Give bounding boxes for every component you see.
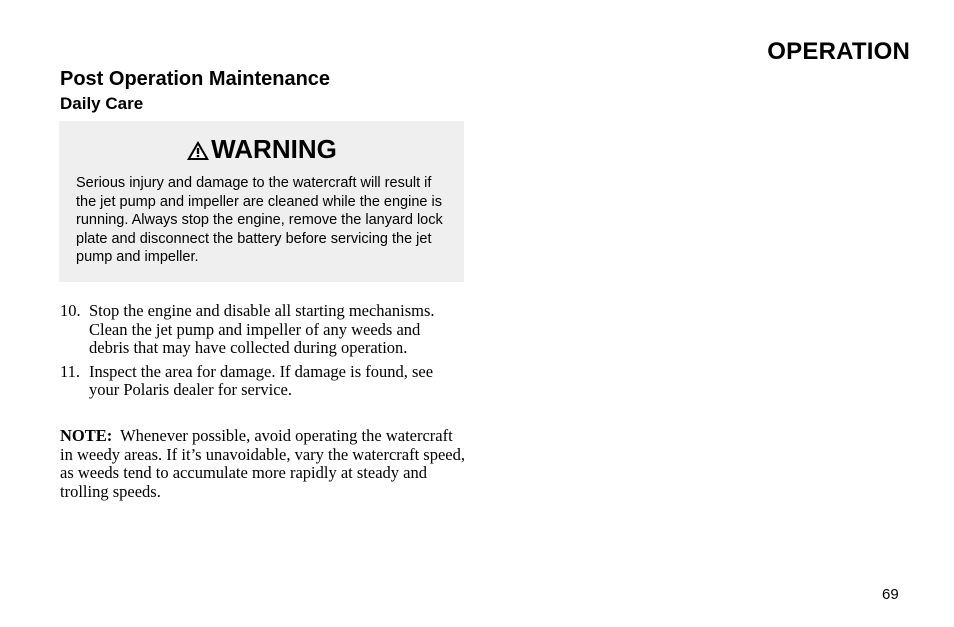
warning-text: Serious injury and damage to the watercraft will result if the jet pump and impeller are cleaned while the engine is running. Always stop the engine, remove the lanyard lock plate and disconnect the battery before servicing the jet pump and impeller. xyxy=(76,175,443,265)
steps-list xyxy=(60,302,460,405)
warning-triangle-icon xyxy=(186,140,210,161)
note-text: Whenever possible, avoid operating the watercraft in weedy areas. If it’s unavoidable, vary the watercraft speed, as weeds tend to accumulate more rapidly at steady and trolling speeds. xyxy=(60,426,465,501)
step-text: Stop the engine and disable all starting mechanisms. Clean the jet pump and impeller of any weeds and debris that may have collected during operation. xyxy=(89,301,435,357)
list-item xyxy=(60,363,460,400)
page-number: 69 xyxy=(882,586,899,603)
warning-box xyxy=(59,121,464,282)
section-title: Post Operation Maintenance xyxy=(60,68,331,90)
warning-heading xyxy=(59,134,464,164)
note-paragraph xyxy=(60,427,465,501)
note-label: NOTE: xyxy=(60,426,113,445)
step-number: 11. xyxy=(60,361,81,381)
list-item xyxy=(60,302,460,358)
chapter-title: OPERATION xyxy=(767,38,910,65)
warning-title: WARNING xyxy=(211,134,337,164)
section-subtitle: Daily Care xyxy=(60,94,144,113)
step-text: Inspect the area for damage. If damage is found, see your Polaris dealer for service. xyxy=(89,361,434,399)
step-number: 10. xyxy=(60,301,81,320)
